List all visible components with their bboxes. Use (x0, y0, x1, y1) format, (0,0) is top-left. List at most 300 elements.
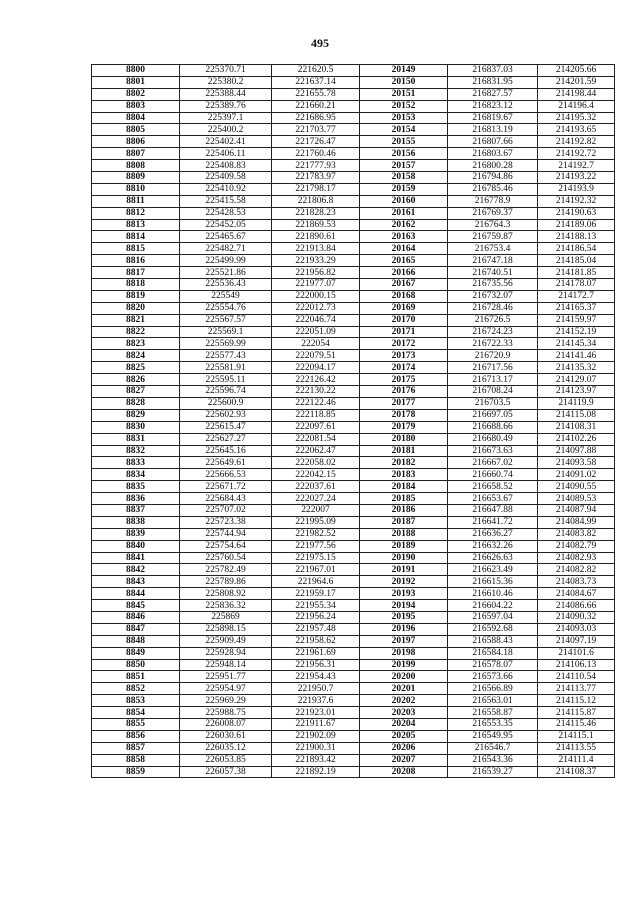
table-cell: 221620.5 (272, 65, 360, 77)
table-cell: 216823.12 (448, 100, 538, 112)
table-cell: 214192.7 (538, 160, 615, 172)
table-cell: 225782.49 (180, 564, 272, 576)
table-cell: 20152 (360, 100, 448, 112)
table-cell: 221950.7 (272, 683, 360, 695)
table-cell: 20198 (360, 647, 448, 659)
table-cell: 222062.47 (272, 445, 360, 457)
table-cell: 216726.5 (448, 314, 538, 326)
table-row (92, 409, 615, 421)
table-cell: 225380.2 (180, 76, 272, 88)
table-cell: 225499.99 (180, 255, 272, 267)
table-cell: 216753.4 (448, 243, 538, 255)
table-row (92, 374, 615, 386)
table-cell: 225744.94 (180, 528, 272, 540)
table-cell: 8855 (92, 718, 180, 730)
table-cell: 20205 (360, 730, 448, 742)
table-cell: 222097.61 (272, 421, 360, 433)
table-row (92, 255, 615, 267)
table-cell: 20200 (360, 671, 448, 683)
table-cell: 20171 (360, 326, 448, 338)
table-row (92, 564, 615, 576)
table-cell: 20182 (360, 457, 448, 469)
table-row (92, 124, 615, 136)
table-cell: 20186 (360, 504, 448, 516)
table-cell: 20183 (360, 469, 448, 481)
table-cell: 20195 (360, 611, 448, 623)
table-cell: 225954.97 (180, 683, 272, 695)
table-cell: 20180 (360, 433, 448, 445)
table-cell: 222051.09 (272, 326, 360, 338)
table-cell: 216688.66 (448, 421, 538, 433)
table-cell: 216626.63 (448, 552, 538, 564)
table-cell: 221660.21 (272, 100, 360, 112)
table-cell: 216837.03 (448, 65, 538, 77)
table-row (92, 588, 615, 600)
table-cell: 216717.56 (448, 362, 538, 374)
table-cell: 20160 (360, 195, 448, 207)
table-row (92, 659, 615, 671)
table-cell: 216759.87 (448, 231, 538, 243)
table-cell: 225684.43 (180, 493, 272, 505)
table-cell: 214115.1 (538, 730, 615, 742)
table-cell: 222058.02 (272, 457, 360, 469)
table-cell: 20174 (360, 362, 448, 374)
table-cell: 221975.15 (272, 552, 360, 564)
table-row (92, 493, 615, 505)
table-row (92, 326, 615, 338)
table-cell: 214193.22 (538, 172, 615, 184)
table-cell: 225409.58 (180, 172, 272, 184)
table-cell: 225988.75 (180, 707, 272, 719)
table-cell: 214115.46 (538, 718, 615, 730)
table-row (92, 195, 615, 207)
table-row (92, 671, 615, 683)
table-cell: 221798.17 (272, 183, 360, 195)
table-cell: 214201.59 (538, 76, 615, 88)
table-cell: 216553.35 (448, 718, 538, 730)
table-cell: 221956.24 (272, 611, 360, 623)
table-cell: 221954.43 (272, 671, 360, 683)
table-cell: 216543.36 (448, 754, 538, 766)
table-cell: 216764.3 (448, 219, 538, 231)
table-cell: 225671.72 (180, 481, 272, 493)
table-cell: 214152.19 (538, 326, 615, 338)
table-cell: 225707.02 (180, 504, 272, 516)
table-row (92, 469, 615, 481)
table-row (92, 397, 615, 409)
table-cell: 8851 (92, 671, 180, 683)
table-cell: 221869.53 (272, 219, 360, 231)
table-cell: 221923.01 (272, 707, 360, 719)
table-cell: 214113.55 (538, 742, 615, 754)
table-cell: 214093.58 (538, 457, 615, 469)
table-cell: 214084.67 (538, 588, 615, 600)
table-row (92, 279, 615, 291)
table-row (92, 76, 615, 88)
table-row (92, 88, 615, 100)
table-cell: 20167 (360, 279, 448, 291)
table-row (92, 766, 615, 778)
table-cell: 225615.47 (180, 421, 272, 433)
table-cell: 20156 (360, 148, 448, 160)
table-cell: 20190 (360, 552, 448, 564)
table-row (92, 302, 615, 314)
table-row (92, 183, 615, 195)
table-cell: 225428.53 (180, 207, 272, 219)
table-cell: 221957.48 (272, 623, 360, 635)
table-row (92, 730, 615, 742)
table-cell: 8802 (92, 88, 180, 100)
table-cell: 214188.13 (538, 231, 615, 243)
table-row (92, 243, 615, 255)
table-row (92, 148, 615, 160)
table-row (92, 100, 615, 112)
table-row (92, 350, 615, 362)
table-cell: 214196.4 (538, 100, 615, 112)
table-cell: 216584.18 (448, 647, 538, 659)
table-cell: 20188 (360, 528, 448, 540)
table-cell: 216636.27 (448, 528, 538, 540)
table-cell: 214091.02 (538, 469, 615, 481)
table-cell: 8827 (92, 386, 180, 398)
table-cell: 8825 (92, 362, 180, 374)
table-cell: 221958.62 (272, 635, 360, 647)
table-row (92, 267, 615, 279)
table-cell: 20184 (360, 481, 448, 493)
table-cell: 214189.06 (538, 219, 615, 231)
table-cell: 20191 (360, 564, 448, 576)
table-cell: 216658.52 (448, 481, 538, 493)
table-cell: 20187 (360, 516, 448, 528)
table-cell: 225388.44 (180, 88, 272, 100)
table-row (92, 623, 615, 635)
table-cell: 226030.61 (180, 730, 272, 742)
table-cell: 20189 (360, 540, 448, 552)
table-cell: 226035.12 (180, 742, 272, 754)
table-row (92, 647, 615, 659)
table-cell: 225808.92 (180, 588, 272, 600)
table-cell: 225600.9 (180, 397, 272, 409)
table-cell: 8836 (92, 493, 180, 505)
table-cell: 8831 (92, 433, 180, 445)
table-cell: 20202 (360, 695, 448, 707)
table-cell: 8848 (92, 635, 180, 647)
table-cell: 222094.17 (272, 362, 360, 374)
table-cell: 8858 (92, 754, 180, 766)
table-cell: 20153 (360, 112, 448, 124)
table-cell: 8804 (92, 112, 180, 124)
table-row (92, 112, 615, 124)
table-cell: 225951.77 (180, 671, 272, 683)
table-cell: 216546.7 (448, 742, 538, 754)
table-row (92, 683, 615, 695)
table-cell: 225627.27 (180, 433, 272, 445)
table-cell: 225869 (180, 611, 272, 623)
table-cell: 222054 (272, 338, 360, 350)
table-cell: 8821 (92, 314, 180, 326)
table-cell: 221828.23 (272, 207, 360, 219)
table-row (92, 754, 615, 766)
table-cell: 214145.34 (538, 338, 615, 350)
table-cell: 216747.18 (448, 255, 538, 267)
table-cell: 221892.19 (272, 766, 360, 778)
table-cell: 221964.6 (272, 576, 360, 588)
table-cell: 8815 (92, 243, 180, 255)
table-cell: 20163 (360, 231, 448, 243)
table-cell: 8811 (92, 195, 180, 207)
table-cell: 216539.27 (448, 766, 538, 778)
table-cell: 8839 (92, 528, 180, 540)
table-cell: 20194 (360, 600, 448, 612)
table-cell: 216549.95 (448, 730, 538, 742)
table-cell: 20173 (360, 350, 448, 362)
table-cell: 221777.93 (272, 160, 360, 172)
table-cell: 221982.52 (272, 528, 360, 540)
table-cell: 214141.46 (538, 350, 615, 362)
table-cell: 8846 (92, 611, 180, 623)
table-cell: 8819 (92, 290, 180, 302)
table-cell: 214108.37 (538, 766, 615, 778)
table-cell: 8842 (92, 564, 180, 576)
table-cell: 214087.94 (538, 504, 615, 516)
table-cell: 221911.67 (272, 718, 360, 730)
table-cell: 20161 (360, 207, 448, 219)
table-cell: 214113.77 (538, 683, 615, 695)
table-cell: 216807.66 (448, 136, 538, 148)
table-cell: 214159.97 (538, 314, 615, 326)
table-cell: 225370.71 (180, 65, 272, 77)
table-row (92, 290, 615, 302)
table-cell: 216740.51 (448, 267, 538, 279)
table-cell: 221726.47 (272, 136, 360, 148)
table-row (92, 160, 615, 172)
table-cell: 214086.66 (538, 600, 615, 612)
table-cell: 8857 (92, 742, 180, 754)
table-cell: 214097.19 (538, 635, 615, 647)
table-cell: 214192.72 (538, 148, 615, 160)
table-cell: 214135.32 (538, 362, 615, 374)
table-cell: 222027.24 (272, 493, 360, 505)
table-cell: 8844 (92, 588, 180, 600)
table-cell: 222007 (272, 504, 360, 516)
table-cell: 216827.57 (448, 88, 538, 100)
table-cell: 221686.95 (272, 112, 360, 124)
table-cell: 20207 (360, 754, 448, 766)
table-cell: 216732.07 (448, 290, 538, 302)
table-cell: 8849 (92, 647, 180, 659)
table-cell: 225452.05 (180, 219, 272, 231)
table-cell: 20175 (360, 374, 448, 386)
table-cell: 221961.69 (272, 647, 360, 659)
table-cell: 225754.64 (180, 540, 272, 552)
table-cell: 214090.32 (538, 611, 615, 623)
table-cell: 221783.97 (272, 172, 360, 184)
table-cell: 226057.38 (180, 766, 272, 778)
table-cell: 216722.33 (448, 338, 538, 350)
table-cell: 214090.55 (538, 481, 615, 493)
table-cell: 214082.79 (538, 540, 615, 552)
table-cell: 225389.76 (180, 100, 272, 112)
table-cell: 221959.17 (272, 588, 360, 600)
table-cell: 8830 (92, 421, 180, 433)
table-cell: 8800 (92, 65, 180, 77)
table-cell: 221956.82 (272, 267, 360, 279)
table-cell: 216794.86 (448, 172, 538, 184)
table-cell: 225415.58 (180, 195, 272, 207)
table-cell: 225408.83 (180, 160, 272, 172)
table-cell: 20178 (360, 409, 448, 421)
table-cell: 214108.31 (538, 421, 615, 433)
table-cell: 20185 (360, 493, 448, 505)
table-cell: 8826 (92, 374, 180, 386)
table-cell: 20149 (360, 65, 448, 77)
table-row (92, 695, 615, 707)
table-cell: 216660.74 (448, 469, 538, 481)
table-cell: 8814 (92, 231, 180, 243)
table-cell: 216592.68 (448, 623, 538, 635)
table-cell: 222130.22 (272, 386, 360, 398)
table-cell: 222126.42 (272, 374, 360, 386)
table-cell: 225602.93 (180, 409, 272, 421)
table-cell: 216728.46 (448, 302, 538, 314)
table-cell: 225789.86 (180, 576, 272, 588)
table-cell: 214093.03 (538, 623, 615, 635)
table-cell: 214193.9 (538, 183, 615, 195)
table-cell: 216735.56 (448, 279, 538, 291)
table-cell: 221900.31 (272, 742, 360, 754)
table-cell: 214185.04 (538, 255, 615, 267)
table-cell: 8818 (92, 279, 180, 291)
table-row (92, 65, 615, 77)
table-cell: 221760.46 (272, 148, 360, 160)
table-cell: 216597.04 (448, 611, 538, 623)
table-cell: 8834 (92, 469, 180, 481)
table-cell: 225595.11 (180, 374, 272, 386)
table-row (92, 707, 615, 719)
table-cell: 214089.53 (538, 493, 615, 505)
table-cell: 222046.74 (272, 314, 360, 326)
table-cell: 8806 (92, 136, 180, 148)
table-cell: 20208 (360, 766, 448, 778)
table-cell: 20179 (360, 421, 448, 433)
table-cell: 222042.15 (272, 469, 360, 481)
table-cell: 20169 (360, 302, 448, 314)
table-cell: 214186.54 (538, 243, 615, 255)
table-cell: 20172 (360, 338, 448, 350)
table-cell: 214084.99 (538, 516, 615, 528)
table-cell: 225596.74 (180, 386, 272, 398)
table-cell: 214178.07 (538, 279, 615, 291)
table-cell: 214106.13 (538, 659, 615, 671)
table-cell: 216800.28 (448, 160, 538, 172)
table-cell: 221977.56 (272, 540, 360, 552)
table-row (92, 433, 615, 445)
table-cell: 214097.88 (538, 445, 615, 457)
table-cell: 8812 (92, 207, 180, 219)
table-cell: 20204 (360, 718, 448, 730)
table-cell: 20199 (360, 659, 448, 671)
table-cell: 8807 (92, 148, 180, 160)
table-cell: 8833 (92, 457, 180, 469)
table-cell: 225549 (180, 290, 272, 302)
table-cell: 216604.22 (448, 600, 538, 612)
table-cell: 216673.63 (448, 445, 538, 457)
table-cell: 8823 (92, 338, 180, 350)
table-row (92, 552, 615, 564)
table-cell: 20151 (360, 88, 448, 100)
table-cell: 222122.46 (272, 397, 360, 409)
table-row (92, 516, 615, 528)
table-cell: 8853 (92, 695, 180, 707)
table-cell: 225723.38 (180, 516, 272, 528)
table-cell: 221637.14 (272, 76, 360, 88)
table-cell: 225666.53 (180, 469, 272, 481)
table-cell: 216558.87 (448, 707, 538, 719)
table-cell: 8837 (92, 504, 180, 516)
table-cell: 20165 (360, 255, 448, 267)
table-cell: 20197 (360, 635, 448, 647)
table-cell: 214195.32 (538, 112, 615, 124)
table-cell: 20203 (360, 707, 448, 719)
table-cell: 216641.72 (448, 516, 538, 528)
table-cell: 225898.15 (180, 623, 272, 635)
table-cell: 8803 (92, 100, 180, 112)
table-cell: 8847 (92, 623, 180, 635)
table-cell: 8845 (92, 600, 180, 612)
table-cell: 226008.07 (180, 718, 272, 730)
table-cell: 214193.65 (538, 124, 615, 136)
table-cell: 221703.77 (272, 124, 360, 136)
table-cell: 225567.57 (180, 314, 272, 326)
table-row (92, 314, 615, 326)
table-cell: 216667.02 (448, 457, 538, 469)
table-cell: 20158 (360, 172, 448, 184)
table-cell: 8810 (92, 183, 180, 195)
table-cell: 214192.32 (538, 195, 615, 207)
table-cell: 225948.14 (180, 659, 272, 671)
table-cell: 8813 (92, 219, 180, 231)
table-cell: 214192.82 (538, 136, 615, 148)
coordinates-table (91, 64, 615, 778)
table-cell: 8850 (92, 659, 180, 671)
table-cell: 225397.1 (180, 112, 272, 124)
table-row (92, 635, 615, 647)
table-cell: 222079.51 (272, 350, 360, 362)
table-cell: 225581.91 (180, 362, 272, 374)
table-cell: 20150 (360, 76, 448, 88)
table-cell: 225521.86 (180, 267, 272, 279)
table-cell: 20154 (360, 124, 448, 136)
table-cell: 216724.23 (448, 326, 538, 338)
table-cell: 221955.34 (272, 600, 360, 612)
table-row (92, 207, 615, 219)
table-cell: 214181.85 (538, 267, 615, 279)
table-cell: 8808 (92, 160, 180, 172)
table-cell: 214123.97 (538, 386, 615, 398)
table-row (92, 611, 615, 623)
table-cell: 8829 (92, 409, 180, 421)
table-cell: 216713.17 (448, 374, 538, 386)
table-cell: 225465.67 (180, 231, 272, 243)
table-cell: 216769.37 (448, 207, 538, 219)
table-row (92, 338, 615, 350)
table-cell: 8854 (92, 707, 180, 719)
table-cell: 222118.85 (272, 409, 360, 421)
table-cell: 221967.01 (272, 564, 360, 576)
table-cell: 8843 (92, 576, 180, 588)
table-cell: 216803.67 (448, 148, 538, 160)
table-cell: 8856 (92, 730, 180, 742)
